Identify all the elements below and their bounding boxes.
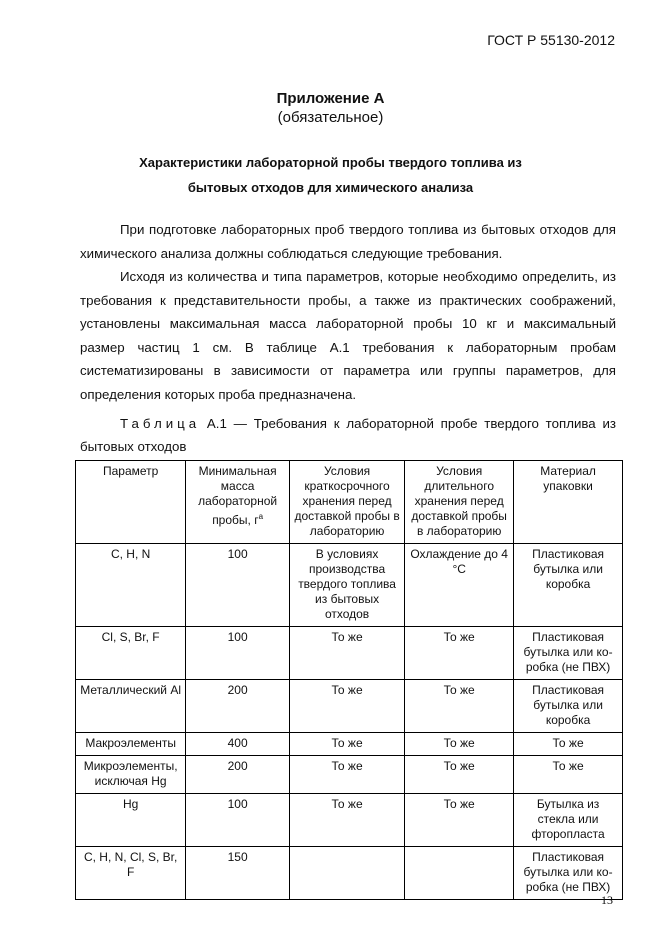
table-caption-prefix: Таблица — [120, 416, 201, 431]
table-row — [76, 794, 623, 847]
cell-short-storage: То же — [289, 680, 404, 733]
table-row — [76, 627, 623, 680]
cell-long-storage: Охлаждение до 4 °С — [405, 544, 514, 627]
cell-mass: 100 — [186, 544, 290, 627]
header-footnote-mark: а — [258, 512, 264, 521]
page-number: 13 — [601, 893, 613, 907]
cell-parameter: Макроэлементы — [76, 733, 186, 756]
cell-mass: 200 — [186, 680, 290, 733]
cell-parameter: С, Н, N, Cl, S, Br, F — [76, 847, 186, 900]
cell-packaging: Пластиковая бутылка или коробка — [514, 544, 623, 627]
paragraph-2: Исходя из количества и типа параметров, которые необходимо определить, из требования к представительности пробы, а также из практических соображений, установлены максимальная масса лабораторной пробы 10 кг и максимальный размер частиц 1 см. В таблице А.1 требования к лабораторным пробам систематизированы в зависимости от параметра или группы параметров, для определения которых проба предназначена. — [80, 269, 616, 402]
cell-packaging: Пластиковая бутылка или коробка — [514, 680, 623, 733]
header-parameter: Параметр — [76, 461, 186, 544]
requirements-table — [75, 460, 623, 900]
header-short-term-storage: Условия краткосрочного хранения перед доставкой пробы в лабораторию — [289, 461, 404, 544]
cell-mass: 150 — [186, 847, 290, 900]
document-code: ГОСТ Р 55130-2012 — [487, 32, 615, 48]
cell-parameter: Hg — [76, 794, 186, 847]
cell-short-storage: В условиях производства твердого топлива из бытовых отходов — [289, 544, 404, 627]
table-row — [76, 756, 623, 794]
cell-packaging: Бутылка из стекла или фторопласта — [514, 794, 623, 847]
cell-short-storage: То же — [289, 794, 404, 847]
paragraph-1: При подготовке лабораторных проб твердого топлива из бытовых отходов для химического анализа должны соблюдаться следующие требования. — [80, 222, 616, 261]
cell-parameter: С, Н, N — [76, 544, 186, 627]
section-caption-line-2: бытовых отходов для химического анализа — [187, 180, 474, 195]
table-row — [76, 847, 623, 900]
cell-packaging: То же — [514, 756, 623, 794]
section-caption-line-1: Характеристики лабораторной пробы твердого топлива из — [139, 155, 522, 170]
cell-packaging: Пластиковая бутылка или ко-робка (не ПВХ) — [514, 847, 623, 900]
header-packaging: Материал упаковки — [514, 461, 623, 544]
cell-parameter: Металлический Al — [76, 680, 186, 733]
cell-parameter: Микроэлементы, исключая Hg — [76, 756, 186, 794]
header-min-mass-label: Минимальная масса лабораторной пробы, г — [198, 464, 278, 527]
table-row — [76, 733, 623, 756]
cell-parameter: Cl, S, Br, F — [76, 627, 186, 680]
cell-long-storage: То же — [405, 627, 514, 680]
cell-short-storage — [289, 847, 404, 900]
cell-mass: 100 — [186, 627, 290, 680]
table-caption-text: А.1 — Требования к лабораторной пробе твердого топлива из бытовых отходов — [80, 416, 616, 454]
cell-packaging: Пластиковая бутылка или ко-робка (не ПВХ) — [514, 627, 623, 680]
table-row — [76, 680, 623, 733]
cell-mass: 400 — [186, 733, 290, 756]
cell-short-storage: То же — [289, 756, 404, 794]
header-min-mass — [186, 461, 290, 544]
appendix-title: Приложение А — [276, 90, 385, 107]
cell-long-storage — [405, 847, 514, 900]
cell-mass: 100 — [186, 794, 290, 847]
cell-long-storage: То же — [405, 680, 514, 733]
table-row — [76, 544, 623, 627]
cell-packaging: То же — [514, 733, 623, 756]
table-header-row — [76, 461, 623, 544]
table-caption — [80, 412, 616, 458]
appendix-subtitle: (обязательное) — [277, 109, 384, 126]
header-long-term-storage: Условия длительного хранения перед доставкой пробы в лабораторию — [405, 461, 514, 544]
cell-long-storage: То же — [405, 794, 514, 847]
body-text — [80, 218, 616, 406]
cell-long-storage: То же — [405, 756, 514, 794]
cell-mass: 200 — [186, 756, 290, 794]
cell-short-storage: То же — [289, 627, 404, 680]
cell-short-storage: То же — [289, 733, 404, 756]
cell-long-storage: То же — [405, 733, 514, 756]
